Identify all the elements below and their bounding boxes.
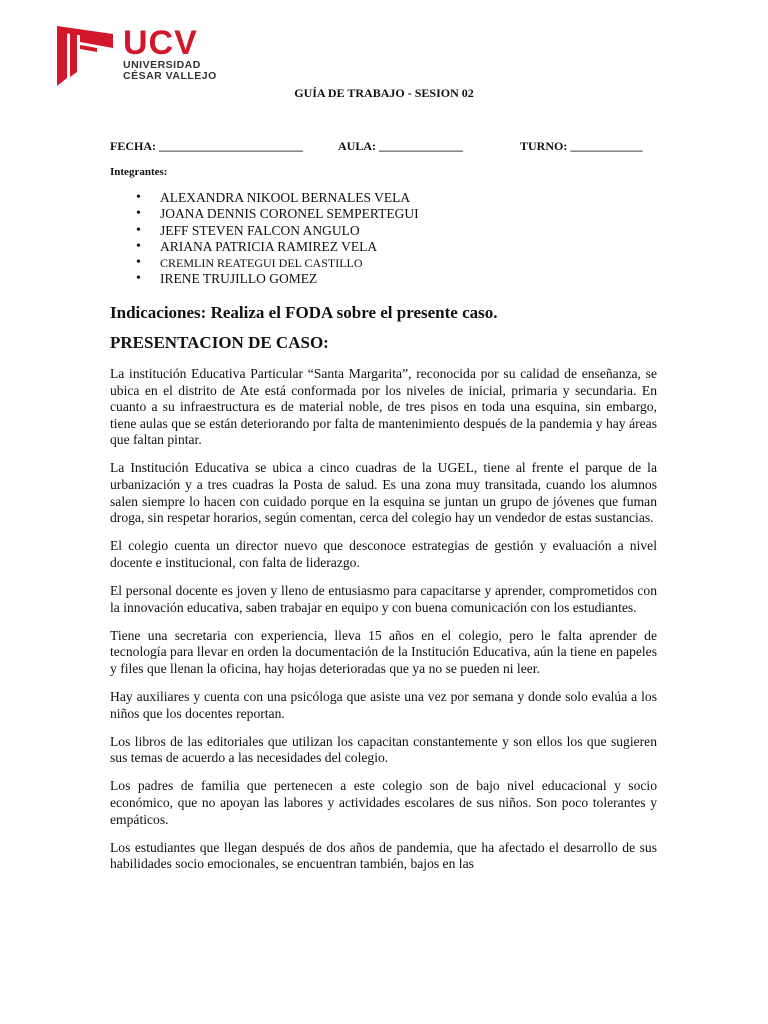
- logo-line-1: UNIVERSIDAD: [123, 59, 201, 71]
- case-heading: PRESENTACION DE CASO:: [110, 333, 329, 352]
- list-item: • JOANA DENNIS CORONEL SEMPERTEGUI: [136, 206, 419, 222]
- list-item: • CREMLIN REATEGUI DEL CASTILLO: [136, 255, 419, 271]
- logo-wordmark: UCV: [123, 24, 198, 62]
- paragraph: El colegio cuenta un director nuevo que desconoce estrategias de gestión y evaluación a nivel docente e institucional, con falta de liderazgo.: [110, 538, 657, 570]
- document-title: GUÍA DE TRABAJO - SESION 02: [294, 86, 474, 100]
- list-item: • ARIANA PATRICIA RAMIREZ VELA: [136, 239, 419, 255]
- date-field: FECHA: ________________________: [110, 139, 303, 153]
- logo-line-2: CÉSAR VALLEJO: [123, 70, 217, 82]
- list-item: • JEFF STEVEN FALCON ANGULO: [136, 223, 419, 239]
- ucv-emblem-icon: [57, 26, 113, 86]
- shift-field: TURNO: ____________: [520, 139, 643, 153]
- ucv-logo: [57, 24, 217, 86]
- paragraph: Los libros de las editoriales que utilizan los capacitan constantemente y son ellos los que sugieren sus temas de acuerdo a las necesidades del colegio.: [110, 733, 657, 766]
- classroom-field: AULA: ______________: [338, 139, 463, 153]
- paragraph: La institución Educativa Particular “Santa Margarita”, reconocida por su calidad de enseñanza, se ubica en el distrito de Ate está conformada por los niveles de inicial, primaria y secundaria. En cuanto a su infraestructura es de material noble, de tres pisos en toda una esquina, sin embargo, tiene aulas que se están deteriorando por falta de mantenimiento después de la pandemia y hay áreas que faltan pintar.: [110, 366, 657, 448]
- list-item: • ALEXANDRA NIKOOL BERNALES VELA: [136, 190, 419, 206]
- paragraph: Tiene una secretaria con experiencia, lleva 15 años en el colegio, pero le falta aprender de tecnología para llevar en orden la documentación de la Institución Educativa, aún la tiene en papeles y files que llenan la oficina, hay hojas deterioradas que ya no se pueden ni leer.: [110, 627, 657, 676]
- members-list: [136, 190, 419, 288]
- paragraph: Hay auxiliares y cuenta con una psicóloga que asiste una vez por semana y donde solo evalúa a los niños que los docentes reportan.: [110, 689, 657, 721]
- paragraph: Los estudiantes que llegan después de dos años de pandemia, que ha afectado el desarrollo de sus habilidades socio emocionales, se encuentran también, bajos en las: [110, 839, 657, 872]
- indications-heading: Indicaciones: Realiza el FODA sobre el presente caso.: [110, 303, 498, 322]
- case-body: [110, 366, 657, 884]
- members-label: Integrantes:: [110, 166, 168, 178]
- paragraph: La Institución Educativa se ubica a cinco cuadras de la UGEL, tiene al frente el parque de la urbanización y a tres cuadras la Posta de salud. Es una zona muy transitada, cuando los alumnos salen siempre lo hacen con cuidado porque en la esquina se juntan un grupo de jóvenes que fuman droga, sin respetar horarios, según comentan, cerca del colegio hay un vendedor de estas sustancias.: [110, 460, 657, 526]
- paragraph: Los padres de familia que pertenecen a este colegio son de bajo nivel educacional y socio económico, que no apoyan las labores y actividades escolares de sus niños. Son poco tolerantes y empáticos.: [110, 778, 657, 827]
- list-item: • IRENE TRUJILLO GOMEZ: [136, 271, 419, 287]
- paragraph: El personal docente es joven y lleno de entusiasmo para capacitarse y aprender, comprometidos con la innovación educativa, saben trabajar en equipo y con buena comunicación con los estudiantes.: [110, 583, 657, 615]
